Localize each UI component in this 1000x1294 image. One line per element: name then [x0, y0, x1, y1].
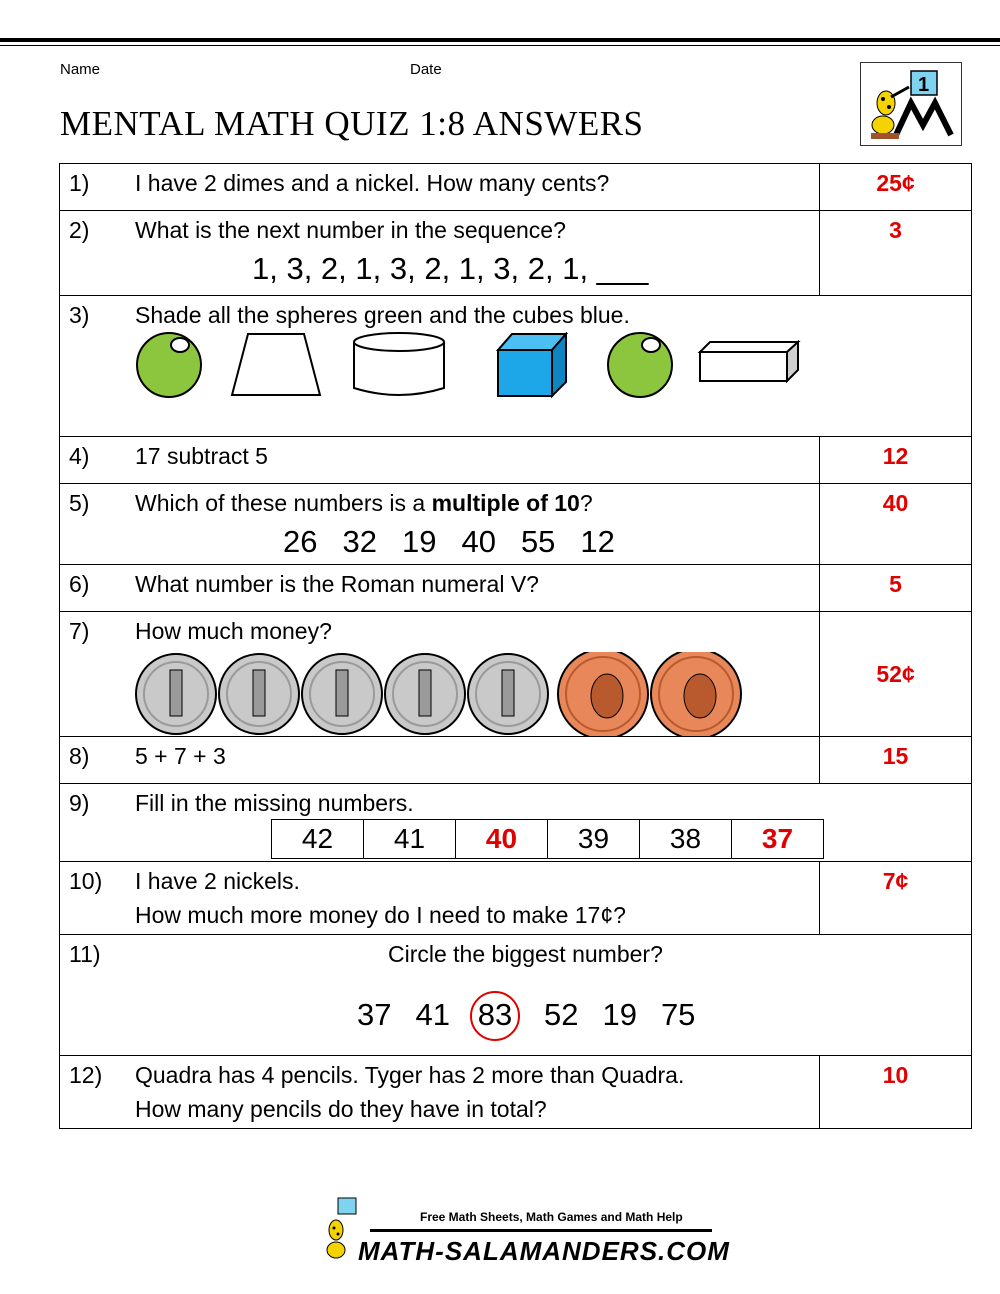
- question-row-4: [60, 437, 972, 484]
- question-row-9: [60, 784, 972, 862]
- question-row-6: [60, 565, 972, 612]
- option: 55: [520, 524, 556, 559]
- question-line-2: How much more money do I need to make 17¢?: [135, 902, 626, 928]
- shapes-illustration: [60, 332, 970, 412]
- number-choice: 52: [543, 997, 579, 1032]
- penny-coin-icon: [558, 652, 648, 736]
- date-label: Date: [410, 61, 442, 78]
- dime-coin-icon: [302, 654, 382, 734]
- sphere-shape: [608, 333, 672, 397]
- cube-shape: [498, 334, 566, 396]
- number-cell: 42: [272, 820, 364, 859]
- dime-coin-icon: [385, 654, 465, 734]
- quiz-table: [59, 163, 972, 1129]
- option: 12: [580, 524, 615, 559]
- question-row-1: [60, 164, 972, 211]
- number-choice: 41: [415, 997, 450, 1032]
- question-text: What is the next number in the sequence?: [135, 217, 566, 243]
- question-text: What number is the Roman numeral V?: [135, 571, 539, 597]
- answer: 25¢: [820, 164, 972, 211]
- answer: 15: [820, 737, 972, 784]
- option: 32: [342, 524, 377, 559]
- cylinder-shape: [354, 333, 444, 395]
- answer: 10: [820, 1056, 972, 1129]
- question-line-2: How many pencils do they have in total?: [135, 1096, 547, 1122]
- question-number: 7): [69, 618, 90, 644]
- question-text: 5 + 7 + 3: [135, 743, 226, 769]
- question-number: 2): [69, 217, 90, 243]
- trapezoid-shape: [232, 334, 320, 395]
- grade-logo: [860, 62, 962, 146]
- coins-illustration: [60, 652, 820, 736]
- question-text: Which of these numbers is a multiple of 10?: [135, 490, 593, 516]
- dime-coin-icon: [136, 654, 216, 734]
- dime-coin-icon: [219, 654, 299, 734]
- answer: 5: [820, 565, 972, 612]
- option: 19: [401, 524, 437, 559]
- footer-tagline: Free Math Sheets, Math Games and Math Help: [420, 1210, 683, 1224]
- question-number: 4): [69, 443, 90, 469]
- question-emphasis: multiple of 10: [431, 490, 580, 516]
- question-number: 8): [69, 743, 90, 769]
- question-row-8: [60, 737, 972, 784]
- question-row-11: [60, 935, 972, 1056]
- penny-coin-icon: [651, 652, 741, 736]
- number-options: [283, 524, 615, 560]
- answer: 3: [820, 211, 972, 296]
- top-rule: [0, 38, 1000, 42]
- question-text: Shade all the spheres green and the cubes blue.: [135, 302, 630, 328]
- dime-coin-icon: [468, 654, 548, 734]
- logo-grade-number: 1: [918, 74, 930, 96]
- circled-answer: 83: [470, 991, 520, 1041]
- footer-rule: [370, 1229, 712, 1232]
- question-row-3: [60, 296, 972, 437]
- question-number: 9): [69, 790, 90, 816]
- question-number: 3): [69, 302, 90, 328]
- top-rule-thin: [0, 45, 1000, 46]
- number-choices: [357, 991, 695, 1041]
- question-text: Fill in the missing numbers.: [135, 790, 414, 816]
- answer-cell: 37: [732, 820, 824, 859]
- question-number: 10): [69, 868, 103, 894]
- question-line-1: Quadra has 4 pencils. Tyger has 2 more than Quadra.: [135, 1062, 685, 1088]
- question-row-5: [60, 484, 972, 565]
- answer: 40: [820, 484, 972, 565]
- question-row-2: [60, 211, 972, 296]
- option: 26: [283, 524, 318, 559]
- number-choice: 19: [602, 997, 637, 1032]
- number-cell: 41: [364, 820, 456, 859]
- answer: 12: [820, 437, 972, 484]
- sphere-shape: [137, 333, 201, 397]
- question-row-10: [60, 862, 972, 935]
- question-line-1: I have 2 nickels.: [135, 868, 300, 894]
- name-label: Name: [60, 61, 101, 78]
- cuboid-shape: [700, 342, 798, 381]
- number-cell: 39: [548, 820, 640, 859]
- question-text: How much money?: [135, 618, 332, 644]
- footer-brand: MATH-SALAMANDERS.COM: [358, 1236, 730, 1266]
- answer: 7¢: [820, 862, 972, 935]
- question-number: 5): [69, 490, 90, 516]
- question-row-12: [60, 1056, 972, 1129]
- answer: 52¢: [820, 612, 972, 737]
- missing-numbers-strip: [271, 819, 824, 859]
- salamander-logo-icon: [322, 1196, 362, 1266]
- question-text: Circle the biggest number?: [388, 941, 663, 967]
- number-sequence: 1, 3, 2, 1, 3, 2, 1, 3, 2, 1, ___: [252, 251, 649, 286]
- option: 40: [461, 524, 496, 559]
- question-number: 1): [69, 170, 90, 196]
- number-choice: 75: [660, 997, 696, 1032]
- answer-cell: 40: [456, 820, 548, 859]
- question-text: I have 2 dimes and a nickel. How many cents?: [135, 170, 610, 196]
- question-text: 17 subtract 5: [135, 443, 268, 469]
- question-number: 12): [69, 1062, 103, 1088]
- number-cell: 38: [640, 820, 732, 859]
- question-number: 6): [69, 571, 90, 597]
- number-choice: 37: [357, 997, 392, 1032]
- question-number: 11): [69, 941, 101, 967]
- page-title: MENTAL MATH QUIZ 1:8 ANSWERS: [60, 104, 644, 143]
- question-row-7: [60, 612, 972, 737]
